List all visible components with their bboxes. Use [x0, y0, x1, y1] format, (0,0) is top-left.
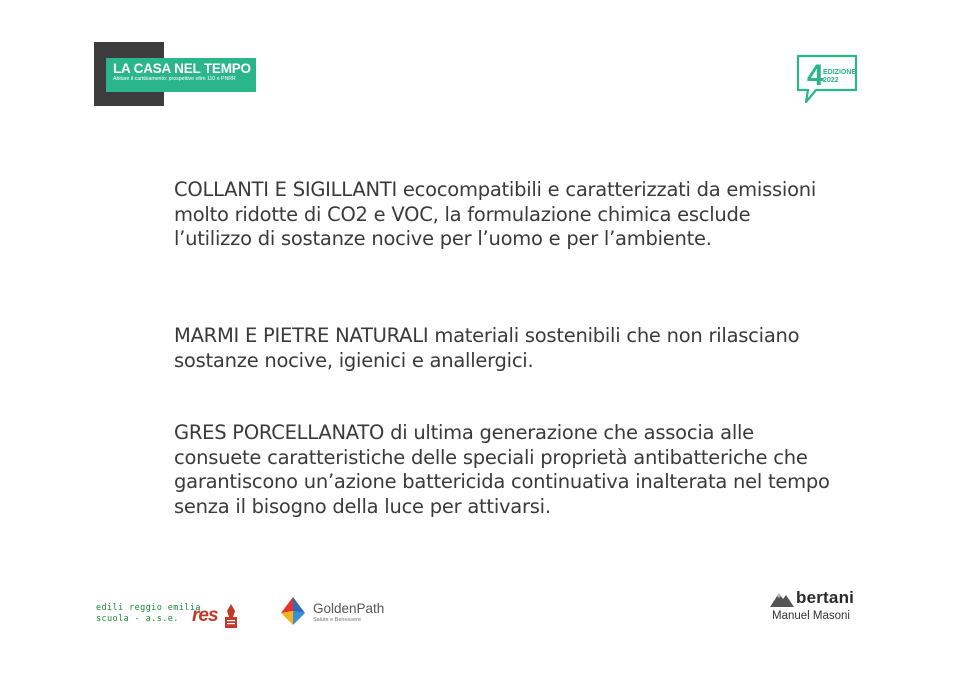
- goldenpath-tagline: Salute e Benessere: [313, 617, 362, 623]
- goldenpath-name: GoldenPath: [313, 601, 385, 616]
- paragraph-marmi: [174, 324, 834, 373]
- edili-reggio-emilia-logo: [96, 603, 244, 629]
- res-mark-text: res: [192, 605, 218, 626]
- edili-line2: scuola - a.s.e.: [96, 614, 179, 624]
- paragraph-gres: [174, 421, 834, 519]
- edition-badge: [796, 54, 860, 106]
- bertani-mountain-icon: [770, 590, 794, 608]
- edition-number: 4: [807, 59, 824, 92]
- paragraph-heading: MARMI E PIETRE NATURALI: [174, 324, 429, 347]
- paragraph-text: materiali sostenibili che non rilasciano sostanze nocive, igienici e anallergici.: [174, 324, 800, 372]
- goldenpath-emblem-icon: [277, 595, 309, 627]
- logo-subtitle: Abitare il cambiamento: prospettive oltre 110 e PNRR: [113, 76, 236, 82]
- res-emblem-icon: [224, 603, 238, 629]
- logo-title: LA CASA NEL TEMPO: [113, 61, 251, 76]
- paragraph-heading: GRES PORCELLANATO: [174, 421, 385, 444]
- logo-green-banner: [106, 58, 256, 92]
- bertani-person: Manuel Masoni: [772, 610, 850, 622]
- paragraph-text: ecocompatibili e caratterizzati da emissioni molto ridotte di CO2 e VOC, la formulazione chimica esclude l’utilizzo di sostanze nocive per l’uomo e per l’ambiente.: [174, 178, 817, 250]
- edition-label: [823, 69, 856, 85]
- goldenpath-logo: [277, 595, 407, 627]
- paragraph-heading: COLLANTI E SIGILLANTI: [174, 178, 397, 201]
- edition-label-line1: EDIZIONE: [823, 69, 857, 76]
- paragraph-collanti: [174, 178, 834, 252]
- edition-label-line2: 2022: [823, 77, 839, 84]
- bertani-name: bertani: [796, 588, 855, 607]
- bertani-logo: [770, 588, 870, 628]
- paragraph-text: di ultima generazione che associa alle consuete caratteristiche delle speciali proprietà antibatteriche che garantiscono un’azione battericida continuativa inalterata nel tempo senza il bisogno della luce per attivarsi.: [174, 421, 830, 518]
- edili-line1: edili reggio emilia: [96, 603, 201, 613]
- la-casa-nel-tempo-logo: [94, 42, 251, 106]
